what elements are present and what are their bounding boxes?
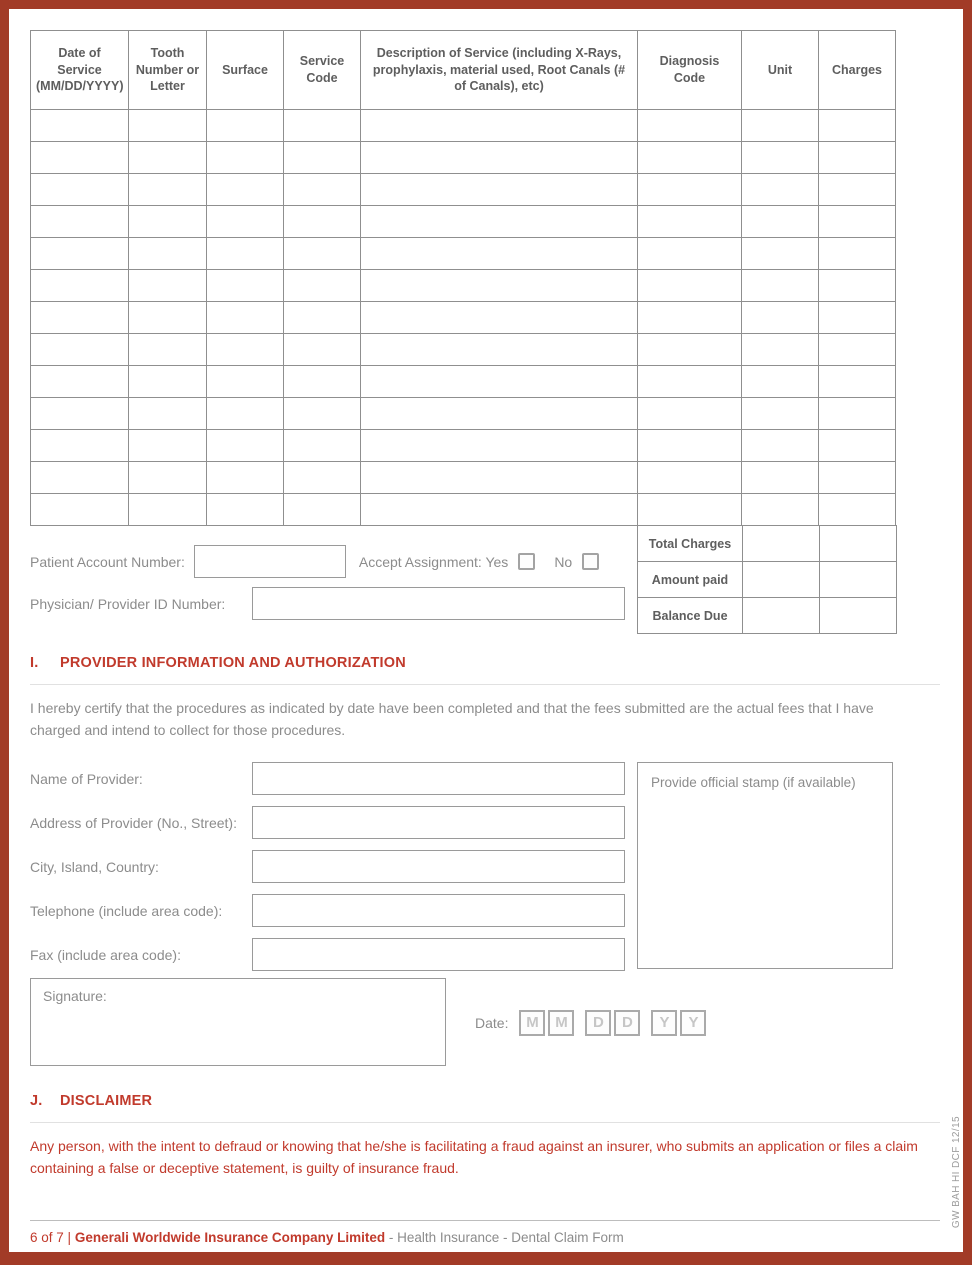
- service-table-cell[interactable]: [129, 174, 207, 206]
- service-table-row: [31, 142, 896, 174]
- balance-due-label: Balance Due: [638, 598, 743, 634]
- service-table-cell[interactable]: [638, 462, 742, 494]
- service-table-cell[interactable]: [207, 430, 284, 462]
- service-table: [30, 30, 896, 526]
- service-table-cell[interactable]: [819, 430, 896, 462]
- footer-company-name: Generali Worldwide Insurance Company Limited: [74, 1230, 386, 1245]
- service-table-header-row: [31, 31, 896, 110]
- service-table-row: [31, 110, 896, 142]
- service-table-cell[interactable]: [819, 174, 896, 206]
- service-table-cell[interactable]: [742, 270, 819, 302]
- total-charges-amount-cell[interactable]: [820, 526, 897, 562]
- official-stamp-area: [637, 762, 893, 969]
- footer-form-title: - Health Insurance - Dental Claim Form: [388, 1230, 624, 1245]
- service-table-cell[interactable]: [31, 462, 129, 494]
- service-table-cell[interactable]: [284, 174, 361, 206]
- service-table-cell[interactable]: [638, 238, 742, 270]
- header-service-code: Service Code: [284, 31, 361, 110]
- header-tooth-number: Tooth Number or Letter: [129, 31, 207, 110]
- billing-section: [30, 526, 942, 640]
- service-table-cell[interactable]: [207, 110, 284, 142]
- provider-telephone-label: Telephone (include area code):: [30, 902, 223, 919]
- total-charges-row: [638, 526, 897, 562]
- service-table-cell[interactable]: [742, 494, 819, 526]
- service-table-cell[interactable]: [361, 462, 638, 494]
- service-table-cell[interactable]: [361, 142, 638, 174]
- provider-city-label: City, Island, Country:: [30, 858, 159, 875]
- service-table-cell[interactable]: [129, 462, 207, 494]
- service-table-cell[interactable]: [742, 366, 819, 398]
- service-table-cell[interactable]: [742, 398, 819, 430]
- service-table-cell[interactable]: [207, 142, 284, 174]
- accept-yes-checkbox[interactable]: [518, 553, 535, 570]
- date-month-box-2[interactable]: M: [548, 1010, 574, 1036]
- form-content: [30, 30, 942, 1179]
- footer-page-number: 6 of 7 |: [30, 1230, 72, 1245]
- disclaimer-section-title: DISCLAIMER: [60, 1093, 153, 1110]
- service-table-cell[interactable]: [129, 270, 207, 302]
- date-day-box-1[interactable]: D: [585, 1010, 611, 1036]
- service-table-cell[interactable]: [207, 366, 284, 398]
- service-table-row: [31, 462, 896, 494]
- service-table-cell[interactable]: [638, 302, 742, 334]
- patient-account-input[interactable]: [194, 545, 346, 578]
- date-year-box-1[interactable]: Y: [651, 1010, 677, 1036]
- date-day-box-2[interactable]: D: [614, 1010, 640, 1036]
- service-table-cell[interactable]: [284, 398, 361, 430]
- accept-no-checkbox[interactable]: [582, 553, 599, 570]
- service-table-cell[interactable]: [31, 302, 129, 334]
- header-description: Description of Service (including X-Rays, prophylaxis, material used, Root Canals (# of Canals), etc): [361, 31, 638, 110]
- service-table-row: [31, 398, 896, 430]
- service-table-cell[interactable]: [207, 174, 284, 206]
- service-table-cell[interactable]: [31, 398, 129, 430]
- service-table-cell[interactable]: [638, 142, 742, 174]
- service-table-cell[interactable]: [284, 302, 361, 334]
- accept-assignment-label: Accept Assignment: Yes: [358, 553, 509, 570]
- service-table-cell[interactable]: [284, 238, 361, 270]
- physician-id-row: [30, 587, 625, 620]
- amount-paid-amount-cell[interactable]: [820, 562, 897, 598]
- service-table-cell[interactable]: [129, 366, 207, 398]
- service-table-cell[interactable]: [129, 494, 207, 526]
- service-table-cell[interactable]: [819, 398, 896, 430]
- patient-account-row: [30, 545, 599, 578]
- service-table-cell[interactable]: [819, 206, 896, 238]
- service-table-cell[interactable]: [284, 494, 361, 526]
- service-table-row: [31, 206, 896, 238]
- service-table-cell[interactable]: [361, 110, 638, 142]
- service-table-row: [31, 494, 896, 526]
- service-table-cell[interactable]: [819, 334, 896, 366]
- service-table-cell[interactable]: [638, 398, 742, 430]
- service-table-cell[interactable]: [129, 398, 207, 430]
- total-charges-label: Total Charges: [638, 526, 743, 562]
- provider-fax-input[interactable]: [252, 938, 625, 971]
- service-table-cell[interactable]: [284, 206, 361, 238]
- provider-telephone-input[interactable]: [252, 894, 625, 927]
- service-table-cell[interactable]: [742, 110, 819, 142]
- provider-name-input[interactable]: [252, 762, 625, 795]
- provider-section-heading: [30, 655, 940, 685]
- amount-paid-label: Amount paid: [638, 562, 743, 598]
- service-table-cell[interactable]: [361, 398, 638, 430]
- service-table-cell[interactable]: [31, 430, 129, 462]
- service-table-cell[interactable]: [129, 110, 207, 142]
- service-table-cell[interactable]: [819, 270, 896, 302]
- physician-id-input[interactable]: [252, 587, 625, 620]
- service-table-cell[interactable]: [207, 270, 284, 302]
- disclaimer-section-number: J.: [30, 1093, 43, 1110]
- service-table-cell[interactable]: [819, 238, 896, 270]
- header-date-of-service: Date of Service (MM/DD/YYYY): [31, 31, 129, 110]
- service-table-cell[interactable]: [361, 238, 638, 270]
- provider-name-label: Name of Provider:: [30, 770, 143, 787]
- signature-area[interactable]: [30, 978, 446, 1066]
- service-table-cell[interactable]: [819, 110, 896, 142]
- provider-details: [30, 762, 940, 972]
- physician-id-label: Physician/ Provider ID Number:: [30, 595, 226, 612]
- service-table-cell[interactable]: [638, 206, 742, 238]
- service-table-cell[interactable]: [129, 238, 207, 270]
- provider-address-input[interactable]: [252, 806, 625, 839]
- service-table-cell[interactable]: [742, 206, 819, 238]
- service-table-cell[interactable]: [129, 206, 207, 238]
- date-label: Date:: [475, 1014, 509, 1031]
- service-table-cell[interactable]: [31, 206, 129, 238]
- service-table-cell[interactable]: [819, 302, 896, 334]
- service-table-cell[interactable]: [31, 494, 129, 526]
- service-table-cell[interactable]: [361, 366, 638, 398]
- page-footer: [30, 1220, 940, 1245]
- service-table-cell[interactable]: [742, 462, 819, 494]
- signature-row: [30, 978, 942, 1066]
- service-table-cell[interactable]: [129, 334, 207, 366]
- service-table-cell[interactable]: [129, 142, 207, 174]
- service-table-cell[interactable]: [742, 302, 819, 334]
- amount-paid-value-cell[interactable]: [743, 562, 820, 598]
- header-unit: Unit: [742, 31, 819, 110]
- provider-fax-label: Fax (include area code):: [30, 946, 181, 963]
- service-table-cell[interactable]: [31, 142, 129, 174]
- service-table-row: [31, 334, 896, 366]
- service-table-cell[interactable]: [819, 366, 896, 398]
- service-table-cell[interactable]: [742, 430, 819, 462]
- provider-city-input[interactable]: [252, 850, 625, 883]
- service-table-row: [31, 174, 896, 206]
- accept-no-label: No: [554, 553, 573, 570]
- service-table-cell[interactable]: [31, 366, 129, 398]
- service-table-row: [31, 366, 896, 398]
- service-table-cell[interactable]: [207, 206, 284, 238]
- header-charges: Charges: [819, 31, 896, 110]
- service-table-cell[interactable]: [207, 494, 284, 526]
- form-code-vertical: GW BAH HI DCF 12/15: [951, 1115, 962, 1228]
- balance-due-amount-cell[interactable]: [820, 598, 897, 634]
- service-table-cell[interactable]: [31, 110, 129, 142]
- service-table-cell[interactable]: [742, 238, 819, 270]
- service-table-cell[interactable]: [284, 270, 361, 302]
- service-table-row: [31, 270, 896, 302]
- service-table-cell[interactable]: [31, 238, 129, 270]
- service-table-cell[interactable]: [638, 334, 742, 366]
- service-table-cell[interactable]: [207, 462, 284, 494]
- service-table-cell[interactable]: [742, 142, 819, 174]
- service-table-cell[interactable]: [284, 110, 361, 142]
- service-table-cell[interactable]: [284, 334, 361, 366]
- amount-paid-row: [638, 562, 897, 598]
- total-charges-value-cell[interactable]: [743, 526, 820, 562]
- official-stamp-label: Provide official stamp (if available): [651, 775, 856, 791]
- service-table-cell[interactable]: [129, 302, 207, 334]
- date-day-pair: [585, 1010, 640, 1036]
- service-table-cell[interactable]: [284, 430, 361, 462]
- patient-account-label: Patient Account Number:: [30, 553, 185, 570]
- signature-label: Signature:: [43, 988, 107, 1005]
- date-month-box-1[interactable]: M: [519, 1010, 545, 1036]
- service-table-cell[interactable]: [361, 334, 638, 366]
- service-table-cell[interactable]: [284, 462, 361, 494]
- form-page: [9, 9, 963, 1252]
- date-year-pair: [651, 1010, 706, 1036]
- date-year-box-2[interactable]: Y: [680, 1010, 706, 1036]
- service-table-cell[interactable]: [207, 398, 284, 430]
- service-table-cell[interactable]: [742, 334, 819, 366]
- service-table-cell[interactable]: [361, 174, 638, 206]
- header-surface: Surface: [207, 31, 284, 110]
- provider-section-title: PROVIDER INFORMATION AND AUTHORIZATION: [60, 655, 406, 671]
- header-diagnosis-code: Diagnosis Code: [638, 31, 742, 110]
- service-table-cell[interactable]: [31, 174, 129, 206]
- service-table-cell[interactable]: [638, 430, 742, 462]
- service-table-cell[interactable]: [361, 494, 638, 526]
- service-table-cell[interactable]: [207, 238, 284, 270]
- service-table-cell[interactable]: [819, 462, 896, 494]
- disclaimer-section-heading: [30, 1093, 940, 1123]
- service-table-cell[interactable]: [284, 142, 361, 174]
- service-table-cell[interactable]: [129, 430, 207, 462]
- totals-table: [637, 525, 897, 634]
- balance-due-value-cell[interactable]: [743, 598, 820, 634]
- balance-due-row: [638, 598, 897, 634]
- disclaimer-text: Any person, with the intent to defraud or knowing that he/she is facilitating a fraud against an insurer, who submits an application or files a claim containing a false or deceptive statement, is guilty of insurance fraud.: [30, 1138, 918, 1177]
- service-table-cell[interactable]: [638, 366, 742, 398]
- service-table-cell[interactable]: [638, 174, 742, 206]
- service-table-cell[interactable]: [31, 334, 129, 366]
- service-table-cell[interactable]: [638, 494, 742, 526]
- certification-text: I hereby certify that the procedures as indicated by date have been completed and that the fees submitted are the actual fees that I have charged and intend to collect for those procedures.: [30, 700, 874, 739]
- service-table-cell[interactable]: [284, 366, 361, 398]
- service-table-body: [31, 110, 896, 526]
- service-table-cell[interactable]: [361, 206, 638, 238]
- service-table-cell[interactable]: [31, 270, 129, 302]
- service-table-cell[interactable]: [361, 270, 638, 302]
- service-table-row: [31, 238, 896, 270]
- service-table-cell[interactable]: [819, 142, 896, 174]
- service-table-cell[interactable]: [207, 302, 284, 334]
- service-table-cell[interactable]: [638, 110, 742, 142]
- date-group: [475, 1006, 706, 1039]
- service-table-cell[interactable]: [819, 494, 896, 526]
- service-table-cell[interactable]: [638, 270, 742, 302]
- service-table-cell[interactable]: [361, 430, 638, 462]
- date-month-pair: [519, 1010, 574, 1036]
- service-table-cell[interactable]: [361, 302, 638, 334]
- provider-section-number: I.: [30, 655, 39, 671]
- service-table-cell[interactable]: [742, 174, 819, 206]
- service-table-cell[interactable]: [207, 334, 284, 366]
- service-table-row: [31, 430, 896, 462]
- service-table-row: [31, 302, 896, 334]
- provider-address-label: Address of Provider (No., Street):: [30, 814, 237, 831]
